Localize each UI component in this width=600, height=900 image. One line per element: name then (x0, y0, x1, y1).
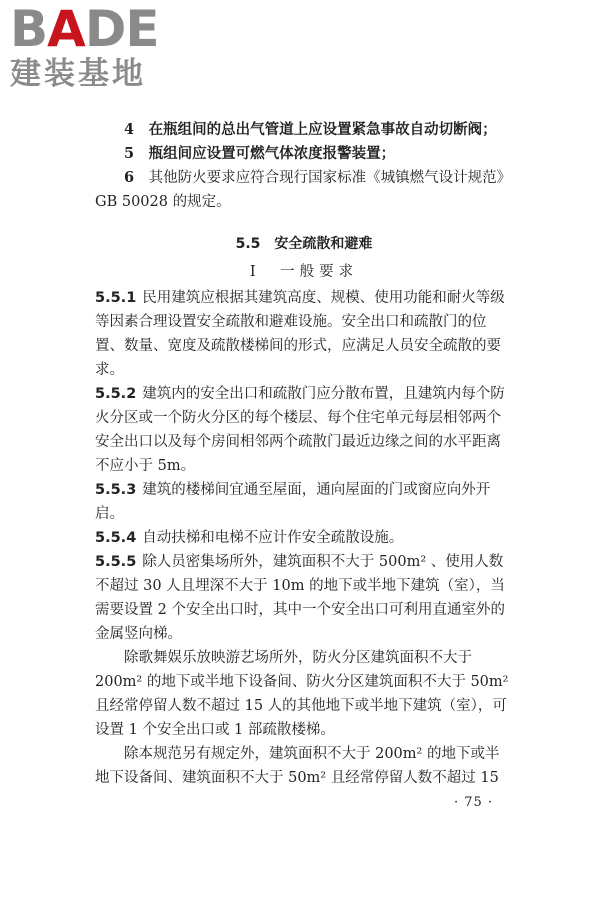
logo-letter-a: A (47, 0, 85, 58)
logo-wordmark (10, 0, 180, 58)
clause-text: 除人员密集场所外，建筑面积不大于 500m² 、使用人数不超过 30 人且埋深不大于 10m 的地下或半地下建筑（室），当需要设置 2 个安全出口时，其中一个安全出口可利用直通室外的金属竖向梯。 (95, 554, 505, 642)
clause-5-5-2 (95, 382, 513, 478)
logo-chinese-name: 建装基地 (10, 56, 146, 92)
clause-number: 5.5.1 (95, 290, 137, 306)
clause-text: 建筑的楼梯间宜通至屋面，通向屋面的门或窗应向外开启。 (95, 482, 491, 522)
list-item-number: 4 (124, 121, 135, 138)
list-item-text: 瓶组间应设置可燃气体浓度报警装置； (148, 145, 396, 162)
section-title: 5.5 安全疏散和避难 (235, 236, 373, 252)
list-item-text: 其他防火要求应符合现行国家标准《城镇燃气设计规范》GB 50028 的规定。 (95, 170, 512, 210)
clause-5-5-4 (95, 526, 513, 550)
clause-number: 5.5.2 (95, 386, 137, 402)
page-content (95, 118, 513, 790)
logo-letter-b: B (10, 0, 48, 58)
clause-text: 民用建筑应根据其建筑高度、规模、使用功能和耐火等级等因素合理设置安全疏散和避难设施。安全出口和疏散门的位置、数量、宽度及疏散楼梯间的形式，应满足人员安全疏散的要求。 (95, 290, 505, 378)
paragraph: 除本规范另有规定外，建筑面积不大于 200m² 的地下或半地下设备间、建筑面积不大于 50m² 且经常停留人数不超过 15 (95, 746, 500, 786)
subsection-title: Ⅰ 一般要求 (249, 264, 359, 280)
logo-letters-de: DE (84, 0, 159, 58)
list-item-text: 在瓶组间的总出气管道上应设置紧急事故自动切断阀； (148, 121, 497, 138)
list-item-number: 6 (124, 169, 135, 186)
clause-5-5-3 (95, 478, 513, 526)
clause-text: 建筑内的安全出口和疏散门应分散布置，且建筑内每个防火分区或一个防火分区的每个楼层、每个住宅单元每层相邻两个安全出口以及每个房间相邻两个疏散门最近边缘之间的水平距离不应小于 5m。 (95, 386, 505, 474)
list-item-5 (95, 142, 513, 166)
paragraph: 除歌舞娱乐放映游艺场所外，防火分区建筑面积不大于 200m² 的地下或半地下设备间、防火分区建筑面积不大于 50m² 且经常停留人数不超过 15 人的其他地下或半地下建筑（室），可设置 1 个安全出口或 1 部疏散楼梯。 (95, 650, 509, 738)
clause-number: 5.5.3 (95, 482, 137, 498)
clause-text: 自动扶梯和电梯不应计作安全疏散设施。 (142, 530, 404, 546)
list-item-6 (95, 166, 513, 214)
bade-logo (10, 0, 180, 92)
list-item-number: 5 (124, 145, 135, 162)
list-item-4 (95, 118, 513, 142)
page-number: · 75 · (454, 795, 494, 810)
clause-5-5-5 (95, 550, 513, 646)
clause-5-5-1 (95, 286, 513, 382)
clause-number: 5.5.4 (95, 530, 137, 546)
clause-number: 5.5.5 (95, 554, 137, 570)
